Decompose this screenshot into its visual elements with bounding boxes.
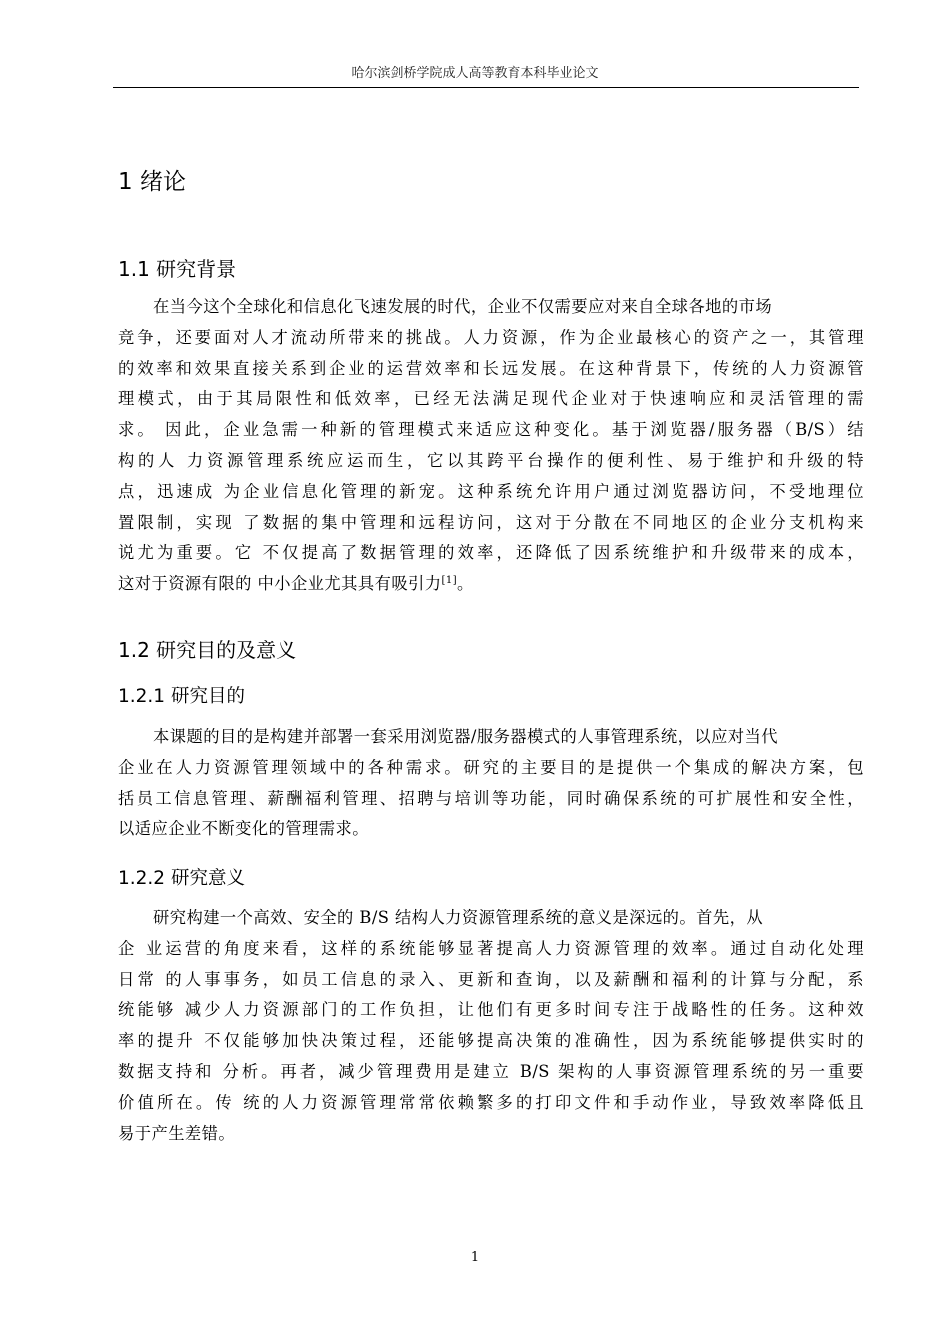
section-1-2-1-heading: 1.2.1 研究目的 (118, 686, 245, 707)
paragraph-line: 日常 的人事事务，如员工信息的录入、更新和查询，以及薪酬和福利的计算与分配，系 (118, 969, 864, 989)
paragraph-line: 构的人 力资源管理系统应运而生，它以其跨平台操作的便利性、易于维护和升级的特 (118, 450, 864, 470)
paragraph-line-text: 这对于资源有限的 中小企业尤其具有吸引力 (118, 574, 442, 594)
paragraph-line-last (118, 569, 864, 600)
paragraph-line: 本课题的目的是构建并部署一套采用浏览器/服务器模式的人事管理系统，以应对当代 (153, 727, 778, 746)
page-number: 1 (470, 1250, 480, 1265)
paragraph-line: 企业在人力资源管理领域中的各种需求。研究的主要目的是提供一个集成的解决方案，包 (118, 757, 864, 777)
section-1-2-2-heading: 1.2.2 研究意义 (118, 868, 245, 889)
paragraph-line: 企 业运营的角度来看，这样的系统能够显著提高人力资源管理的效率。通过自动化处理 (118, 938, 864, 958)
citation-mark: [1] (441, 575, 458, 587)
paragraph-line: 竞争，还要面对人才流动所带来的挑战。人力资源，作为企业最核心的资产之一，其管理 (118, 327, 864, 347)
paragraph-line: 说尤为重要。它 不仅提高了数据管理的效率，还降低了因系统维护和升级带来的成本， (118, 543, 864, 563)
paragraph-line: 的效率和效果直接关系到企业的运营效率和长远发展。在这种背景下，传统的人力资源管 (118, 358, 864, 378)
paragraph-line: 以适应企业不断变化的管理需求。 (118, 819, 369, 839)
paragraph-line: 求。 因此，企业急需一种新的管理模式来适应这种变化。基于浏览器/服务器（B/S）结 (118, 420, 864, 440)
paragraph-line: 在当今这个全球化和信息化飞速发展的时代，企业不仅需要应对来自全球各地的市场 (153, 297, 773, 316)
section-1-1-heading: 1.1 研究背景 (118, 257, 237, 281)
paragraph-line: 易于产生差错。 (118, 1123, 236, 1143)
paragraph-line: 统能够 减少人力资源部门的工作负担，让他们有更多时间专注于战略性的任务。这种效 (118, 1000, 864, 1020)
chapter-title: 1 绪论 (118, 169, 186, 195)
section-1-2-2-paragraph (118, 903, 864, 1149)
paragraph-line: 数据支持和 分析。再者，减少管理费用是建立 B/S 架构的人事资源管理系统的另一重要 (118, 1061, 864, 1081)
paragraph-line: 研究构建一个高效、安全的 B/S 结构人力资源管理系统的意义是深远的。首先，从 (153, 908, 764, 927)
paragraph-line: 率的提升 不仅能够加快决策过程，还能够提高决策的准确性，因为系统能够提供实时的 (118, 1031, 864, 1051)
paragraph-line: 价值所在。传 统的人力资源管理常常依赖繁多的打印文件和手动作业，导致效率降低且 (118, 1092, 864, 1112)
paragraph-line: 置限制，实现 了数据的集中管理和远程访问，这对于分散在不同地区的企业分支机构来 (118, 512, 864, 532)
paragraph-line: 理模式，由于其局限性和低效率，已经无法满足现代企业对于快速响应和灵活管理的需 (118, 389, 864, 409)
paragraph-line: 点，迅速成 为企业信息化管理的新宠。这种系统允许用户通过浏览器访问，不受地理位 (118, 481, 864, 501)
running-header: 哈尔滨剑桥学院成人高等教育本科毕业论文 (351, 66, 599, 81)
section-1-2-heading: 1.2 研究目的及意义 (118, 638, 297, 662)
sentence-end: 。 (457, 574, 474, 594)
section-1-1-paragraph (118, 292, 864, 600)
paragraph-line: 括员工信息管理、薪酬福利管理、招聘与培训等功能，同时确保系统的可扩展性和安全性， (118, 788, 864, 808)
section-1-2-1-paragraph (118, 722, 864, 845)
header-rule (113, 87, 859, 88)
